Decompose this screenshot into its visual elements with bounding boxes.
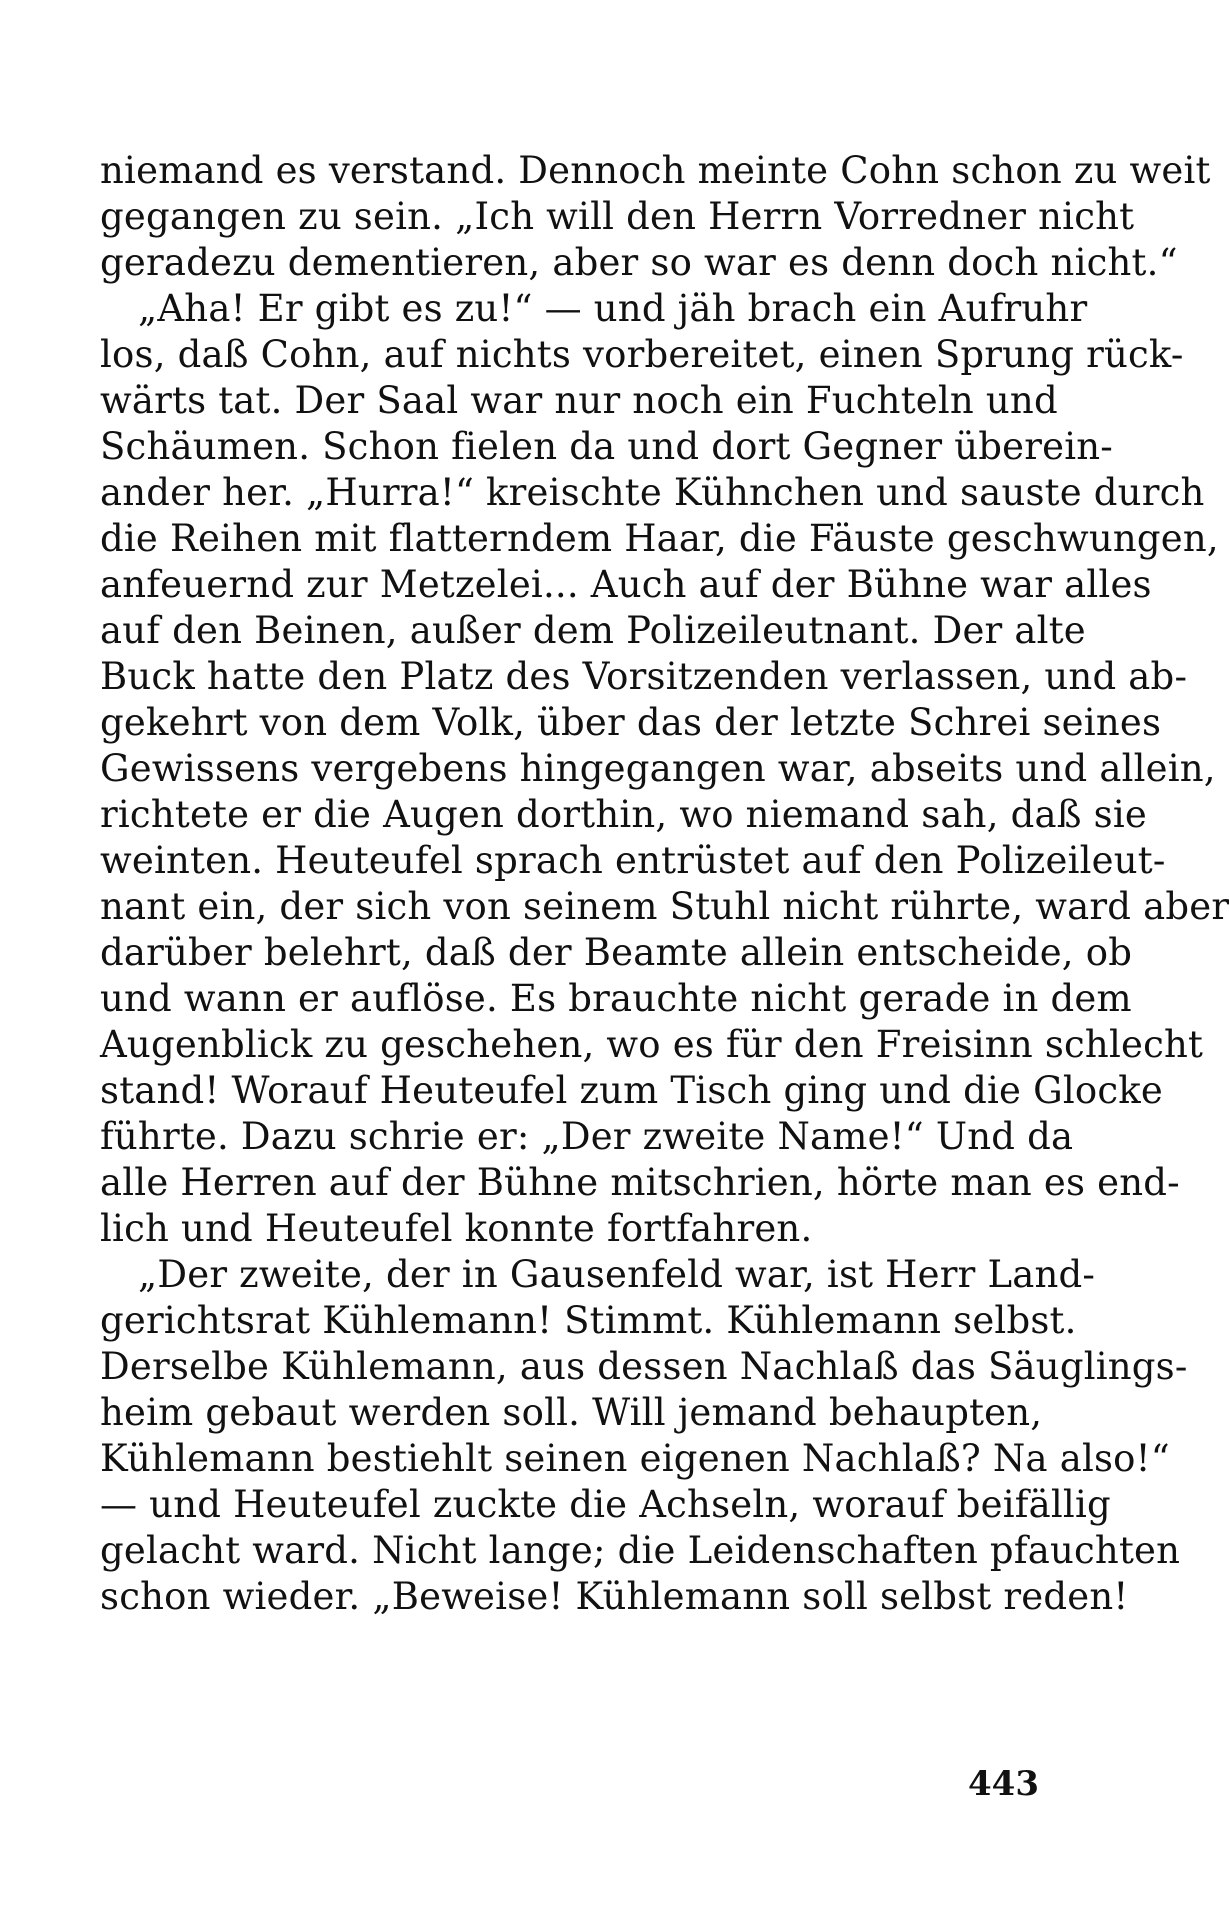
text-line: schon wieder. „Beweise! Kühlemann soll selbst reden!	[100, 1575, 1129, 1618]
text-line: anfeuernd zur Metzelei... Auch auf der Bühne war alles	[100, 563, 1152, 606]
text-line: Derselbe Kühlemann, aus dessen Nachlaß das Säuglings-	[100, 1345, 1188, 1388]
text-line: Schäumen. Schon fielen da und dort Gegner überein-	[100, 425, 1113, 468]
text-line: lich und Heuteufel konnte fortfahren.	[100, 1207, 813, 1250]
text-line: los, daß Cohn, auf nichts vorbereitet, einen Sprung rück-	[100, 333, 1184, 376]
text-line: niemand es verstand. Dennoch meinte Cohn schon zu weit	[100, 149, 1211, 192]
text-line: gegangen zu sein. „Ich will den Herrn Vorredner nicht	[100, 195, 1135, 238]
text-line: — und Heuteufel zuckte die Achseln, worauf beifällig	[100, 1483, 1111, 1526]
text-line: nant ein, der sich von seinem Stuhl nicht rührte, ward aber	[100, 885, 1229, 928]
text-line: heim gebaut werden soll. Will jemand behaupten,	[100, 1391, 1043, 1434]
text-line: die Reihen mit flatterndem Haar, die Fäuste geschwungen,	[100, 517, 1219, 560]
text-line: ander her. „Hurra!“ kreischte Kühnchen und sauste durch	[100, 471, 1205, 514]
text-line: darüber belehrt, daß der Beamte allein entscheide, ob	[100, 931, 1133, 974]
text-line: alle Herren auf der Bühne mitschrien, hörte man es end-	[100, 1161, 1180, 1204]
text-line: führte. Dazu schrie er: „Der zweite Name!“ Und da	[100, 1115, 1074, 1158]
text-line: richtete er die Augen dorthin, wo niemand sah, daß sie	[100, 793, 1147, 836]
body-text	[100, 148, 1229, 1620]
text-line: wärts tat. Der Saal war nur noch ein Fuchteln und	[100, 379, 1058, 422]
text-line: „Der zweite, der in Gausenfeld war, ist Herr Land-	[138, 1253, 1096, 1296]
text-line: gerichtsrat Kühlemann! Stimmt. Kühlemann selbst.	[100, 1299, 1077, 1342]
text-line: stand! Worauf Heuteufel zum Tisch ging und die Glocke	[100, 1069, 1164, 1112]
text-line: gelacht ward. Nicht lange; die Leidenschaften pfauchten	[100, 1529, 1181, 1572]
text-line: gekehrt von dem Volk, über das der letzte Schrei seines	[100, 701, 1162, 744]
text-line: geradezu dementieren, aber so war es denn doch nicht.“	[100, 241, 1178, 284]
text-line: Kühlemann bestiehlt seinen eigenen Nachlaß? Na also!“	[100, 1437, 1170, 1480]
text-line: „Aha! Er gibt es zu!“ — und jäh brach ein Aufruhr	[138, 287, 1088, 330]
text-line: Augenblick zu geschehen, wo es für den Freisinn schlecht	[100, 1023, 1204, 1066]
text-line: auf den Beinen, außer dem Polizeileutnant. Der alte	[100, 609, 1086, 652]
text-line: weinten. Heuteufel sprach entrüstet auf den Polizeileut-	[100, 839, 1166, 882]
page-number: 443	[968, 1764, 1039, 1804]
text-line: Gewissens vergebens hingegangen war, abseits und allein,	[100, 747, 1216, 790]
text-line: Buck hatte den Platz des Vorsitzenden verlassen, und ab-	[100, 655, 1188, 698]
text-line: und wann er auflöse. Es brauchte nicht gerade in dem	[100, 977, 1132, 1020]
